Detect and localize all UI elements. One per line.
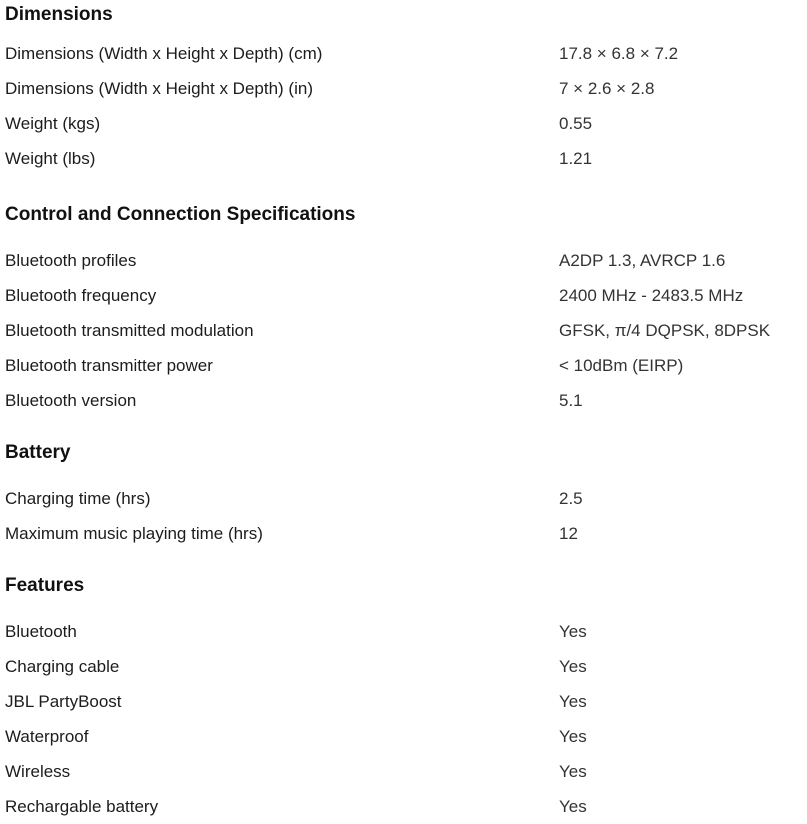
spec-row xyxy=(5,71,807,106)
spec-section-control-and-connection xyxy=(5,200,807,418)
spec-row xyxy=(5,684,807,719)
section-title: Dimensions xyxy=(5,4,113,25)
spec-row xyxy=(5,614,807,649)
spec-value: 5.1 xyxy=(559,390,583,410)
spec-label: Weight (kgs) xyxy=(5,113,101,133)
spec-value: 17.8 × 6.8 × 7.2 xyxy=(559,43,679,63)
spec-row xyxy=(5,278,807,313)
spec-value: 0.55 xyxy=(559,113,593,133)
spec-label: Dimensions (Width x Height x Depth) (in) xyxy=(5,78,313,98)
spec-label: Rechargable battery xyxy=(5,796,159,816)
spec-value: Yes xyxy=(559,691,587,711)
spec-row xyxy=(5,789,807,824)
spec-row xyxy=(5,719,807,754)
spec-value: 2.5 xyxy=(559,488,583,508)
spec-label: Wireless xyxy=(5,761,71,781)
spec-value: Yes xyxy=(559,621,587,641)
spec-value: 1.21 xyxy=(559,148,593,168)
spec-label: Dimensions (Width x Height x Depth) (cm) xyxy=(5,43,323,63)
spec-value: 12 xyxy=(559,523,578,543)
spec-value: Yes xyxy=(559,761,587,781)
spec-section-battery xyxy=(5,438,807,551)
section-title: Battery xyxy=(5,442,71,463)
spec-label: Bluetooth xyxy=(5,621,77,641)
spec-label: Bluetooth frequency xyxy=(5,285,157,305)
spec-row xyxy=(5,348,807,383)
spec-label: Weight (lbs) xyxy=(5,148,96,168)
spec-row xyxy=(5,754,807,789)
spec-row xyxy=(5,243,807,278)
spec-value: Yes xyxy=(559,656,587,676)
spec-value: Yes xyxy=(559,796,587,816)
spec-row xyxy=(5,649,807,684)
spec-label: Maximum music playing time (hrs) xyxy=(5,523,263,543)
spec-value: GFSK, π/4 DQPSK, 8DPSK xyxy=(559,320,771,340)
spec-row xyxy=(5,383,807,418)
spec-row xyxy=(5,36,807,71)
section-title: Features xyxy=(5,575,85,596)
spec-value: 2400 MHz - 2483.5 MHz xyxy=(559,285,744,305)
spec-value: 7 × 2.6 × 2.8 xyxy=(559,78,655,98)
spec-value: < 10dBm (EIRP) xyxy=(559,355,684,375)
spec-label: Bluetooth transmitter power xyxy=(5,355,213,375)
spec-label: Charging time (hrs) xyxy=(5,488,151,508)
spec-label: JBL PartyBoost xyxy=(5,691,122,711)
spec-row xyxy=(5,141,807,176)
spec-value: Yes xyxy=(559,726,587,746)
spec-row xyxy=(5,516,807,551)
spec-row xyxy=(5,313,807,348)
section-title: Control and Connection Specifications xyxy=(5,204,356,225)
spec-row xyxy=(5,106,807,141)
spec-label: Bluetooth transmitted modulation xyxy=(5,320,254,340)
spec-label: Bluetooth version xyxy=(5,390,137,410)
spec-label: Charging cable xyxy=(5,656,120,676)
spec-section-features xyxy=(5,571,807,824)
spec-label: Bluetooth profiles xyxy=(5,250,137,270)
spec-row xyxy=(5,481,807,516)
spec-section-dimensions xyxy=(5,0,807,176)
spec-value: A2DP 1.3, AVRCP 1.6 xyxy=(559,250,726,270)
spec-label: Waterproof xyxy=(5,726,89,746)
